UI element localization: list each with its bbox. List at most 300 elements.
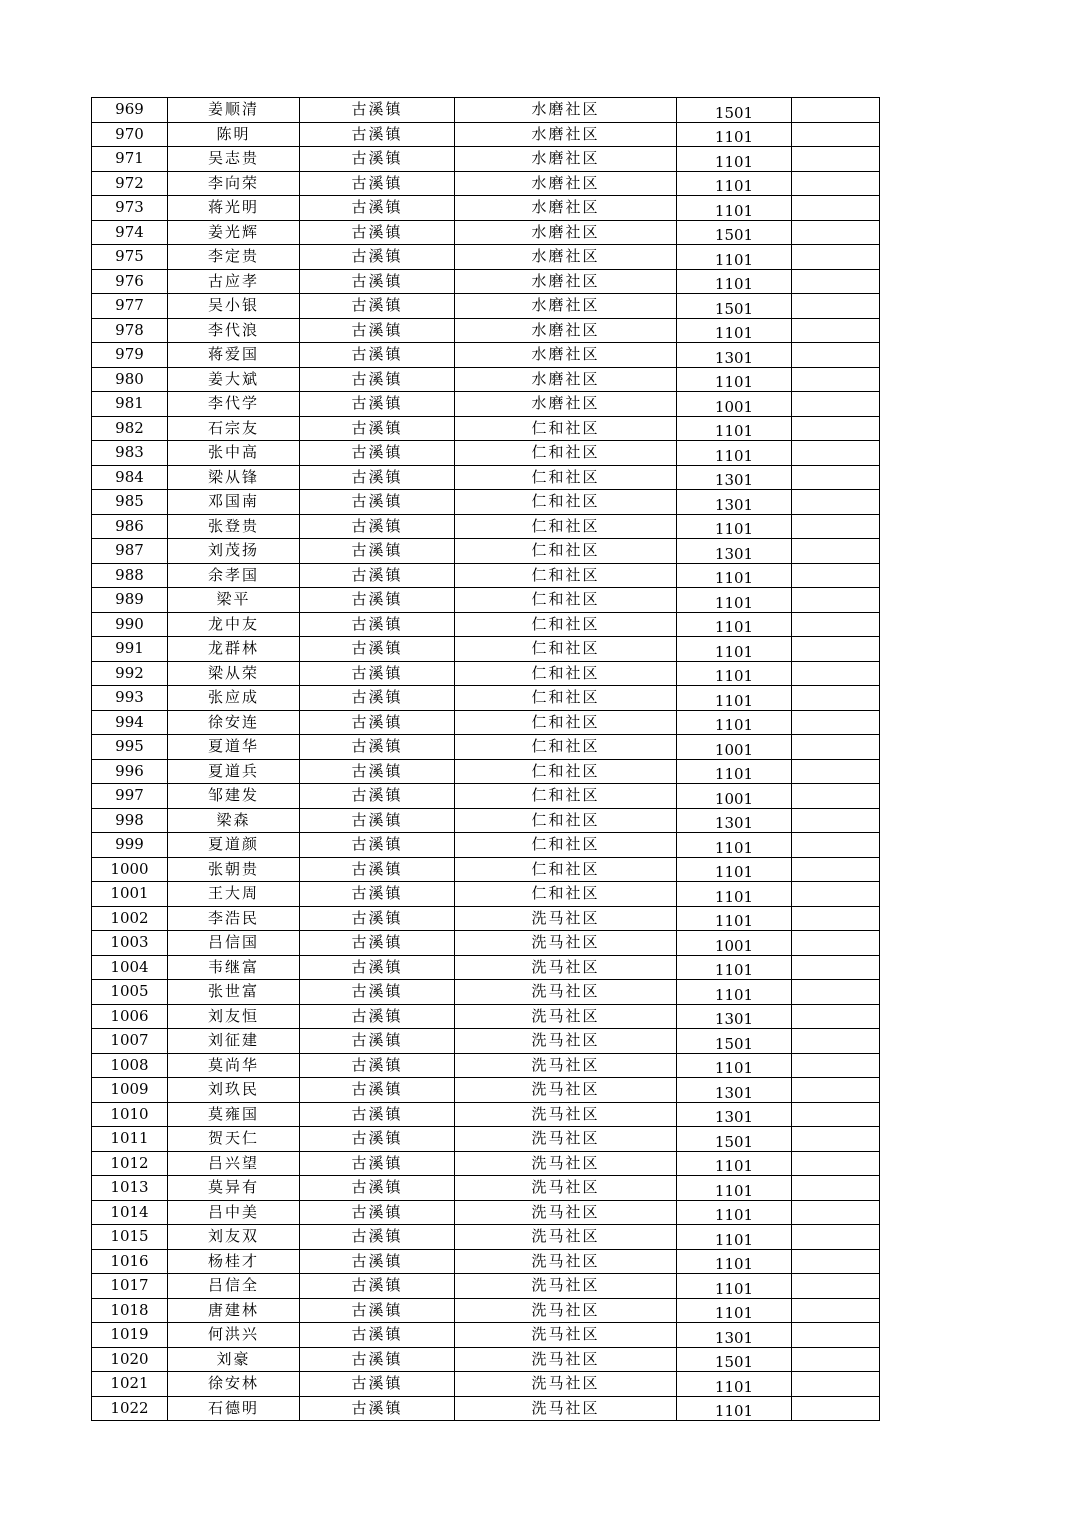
code-cell: 1001 [677, 735, 792, 760]
table-row [92, 931, 880, 956]
person-name-cell: 蒋爱国 [168, 343, 300, 368]
remark-cell [792, 1225, 880, 1250]
remark-cell [792, 1249, 880, 1274]
serial-number-cell: 986 [92, 514, 168, 539]
town-cell: 古溪镇 [300, 955, 455, 980]
table-row [92, 563, 880, 588]
table-row [92, 980, 880, 1005]
serial-number-cell: 1022 [92, 1396, 168, 1421]
remark-cell [792, 1053, 880, 1078]
town-cell: 古溪镇 [300, 490, 455, 515]
remark-cell [792, 1298, 880, 1323]
town-cell: 古溪镇 [300, 196, 455, 221]
serial-number-cell: 993 [92, 686, 168, 711]
serial-number-cell: 1018 [92, 1298, 168, 1323]
community-cell: 水磨社区 [455, 343, 677, 368]
town-cell: 古溪镇 [300, 269, 455, 294]
code-cell: 1101 [677, 833, 792, 858]
serial-number-cell: 969 [92, 98, 168, 123]
community-cell: 洗马社区 [455, 1078, 677, 1103]
table-row [92, 759, 880, 784]
community-cell: 仁和社区 [455, 612, 677, 637]
town-cell: 古溪镇 [300, 1347, 455, 1372]
person-name-cell: 刘茂扬 [168, 539, 300, 564]
community-cell: 仁和社区 [455, 710, 677, 735]
table-row [92, 906, 880, 931]
serial-number-cell: 981 [92, 392, 168, 417]
table-row [92, 637, 880, 662]
code-cell: 1301 [677, 1004, 792, 1029]
person-name-cell: 杨桂才 [168, 1249, 300, 1274]
serial-number-cell: 998 [92, 808, 168, 833]
table-row [92, 1347, 880, 1372]
serial-number-cell: 1001 [92, 882, 168, 907]
code-cell: 1101 [677, 759, 792, 784]
town-cell: 古溪镇 [300, 539, 455, 564]
remark-cell [792, 1029, 880, 1054]
community-cell: 洗马社区 [455, 1274, 677, 1299]
table-row [92, 220, 880, 245]
remark-cell [792, 955, 880, 980]
town-cell: 古溪镇 [300, 1053, 455, 1078]
serial-number-cell: 1002 [92, 906, 168, 931]
table-row [92, 490, 880, 515]
town-cell: 古溪镇 [300, 367, 455, 392]
remark-cell [792, 588, 880, 613]
community-cell: 仁和社区 [455, 759, 677, 784]
remark-cell [792, 294, 880, 319]
person-name-cell: 姜顺清 [168, 98, 300, 123]
community-cell: 水磨社区 [455, 269, 677, 294]
person-name-cell: 夏道兵 [168, 759, 300, 784]
code-cell: 1101 [677, 686, 792, 711]
table-row [92, 269, 880, 294]
town-cell: 古溪镇 [300, 98, 455, 123]
community-cell: 洗马社区 [455, 1298, 677, 1323]
remark-cell [792, 735, 880, 760]
person-name-cell: 李向荣 [168, 171, 300, 196]
community-cell: 仁和社区 [455, 514, 677, 539]
table-row [92, 1274, 880, 1299]
remark-cell [792, 171, 880, 196]
person-name-cell: 贺天仁 [168, 1127, 300, 1152]
table-row [92, 1004, 880, 1029]
person-name-cell: 刘友恒 [168, 1004, 300, 1029]
table-row [92, 539, 880, 564]
community-cell: 洗马社区 [455, 980, 677, 1005]
table-row [92, 808, 880, 833]
community-cell: 仁和社区 [455, 539, 677, 564]
person-name-cell: 梁从荣 [168, 661, 300, 686]
person-name-cell: 李代浪 [168, 318, 300, 343]
table-row [92, 171, 880, 196]
community-cell: 仁和社区 [455, 465, 677, 490]
serial-number-cell: 970 [92, 122, 168, 147]
serial-number-cell: 1006 [92, 1004, 168, 1029]
serial-number-cell: 1012 [92, 1151, 168, 1176]
community-cell: 洗马社区 [455, 1102, 677, 1127]
town-cell: 古溪镇 [300, 612, 455, 637]
town-cell: 古溪镇 [300, 1102, 455, 1127]
table-row [92, 612, 880, 637]
remark-cell [792, 980, 880, 1005]
community-cell: 仁和社区 [455, 833, 677, 858]
town-cell: 古溪镇 [300, 588, 455, 613]
community-cell: 仁和社区 [455, 637, 677, 662]
community-cell: 洗马社区 [455, 1004, 677, 1029]
town-cell: 古溪镇 [300, 245, 455, 270]
person-name-cell: 夏道华 [168, 735, 300, 760]
code-cell: 1101 [677, 980, 792, 1005]
town-cell: 古溪镇 [300, 1274, 455, 1299]
serial-number-cell: 984 [92, 465, 168, 490]
town-cell: 古溪镇 [300, 931, 455, 956]
town-cell: 古溪镇 [300, 563, 455, 588]
code-cell: 1101 [677, 612, 792, 637]
person-name-cell: 徐安连 [168, 710, 300, 735]
town-cell: 古溪镇 [300, 294, 455, 319]
person-name-cell: 龙群林 [168, 637, 300, 662]
town-cell: 古溪镇 [300, 833, 455, 858]
remark-cell [792, 539, 880, 564]
serial-number-cell: 1020 [92, 1347, 168, 1372]
code-cell: 1101 [677, 661, 792, 686]
remark-cell [792, 1151, 880, 1176]
town-cell: 古溪镇 [300, 784, 455, 809]
serial-number-cell: 985 [92, 490, 168, 515]
remark-cell [792, 220, 880, 245]
town-cell: 古溪镇 [300, 1151, 455, 1176]
code-cell: 1101 [677, 1274, 792, 1299]
table-row [92, 441, 880, 466]
table-row [92, 1200, 880, 1225]
code-cell: 1101 [677, 147, 792, 172]
remark-cell [792, 147, 880, 172]
table-row [92, 392, 880, 417]
town-cell: 古溪镇 [300, 220, 455, 245]
remark-cell [792, 808, 880, 833]
code-cell: 1101 [677, 1372, 792, 1397]
town-cell: 古溪镇 [300, 980, 455, 1005]
town-cell: 古溪镇 [300, 343, 455, 368]
serial-number-cell: 1015 [92, 1225, 168, 1250]
table-row [92, 710, 880, 735]
person-name-cell: 徐安林 [168, 1372, 300, 1397]
serial-number-cell: 971 [92, 147, 168, 172]
remark-cell [792, 882, 880, 907]
town-cell: 古溪镇 [300, 392, 455, 417]
table-row [92, 588, 880, 613]
serial-number-cell: 1017 [92, 1274, 168, 1299]
remark-cell [792, 637, 880, 662]
person-name-cell: 刘征建 [168, 1029, 300, 1054]
community-cell: 洗马社区 [455, 1396, 677, 1421]
town-cell: 古溪镇 [300, 1004, 455, 1029]
table-row [92, 465, 880, 490]
remark-cell [792, 710, 880, 735]
person-name-cell: 王大周 [168, 882, 300, 907]
person-name-cell: 石宗友 [168, 416, 300, 441]
person-name-cell: 吕信国 [168, 931, 300, 956]
code-cell: 1101 [677, 710, 792, 735]
table-row [92, 1323, 880, 1348]
code-cell: 1101 [677, 882, 792, 907]
serial-number-cell: 980 [92, 367, 168, 392]
town-cell: 古溪镇 [300, 1396, 455, 1421]
remark-cell [792, 1102, 880, 1127]
serial-number-cell: 1010 [92, 1102, 168, 1127]
remark-cell [792, 269, 880, 294]
serial-number-cell: 1013 [92, 1176, 168, 1201]
person-name-cell: 梁平 [168, 588, 300, 613]
code-cell: 1101 [677, 1053, 792, 1078]
person-name-cell: 何洪兴 [168, 1323, 300, 1348]
code-cell: 1101 [677, 171, 792, 196]
serial-number-cell: 982 [92, 416, 168, 441]
serial-number-cell: 989 [92, 588, 168, 613]
code-cell: 1101 [677, 1225, 792, 1250]
table-row [92, 416, 880, 441]
table-row [92, 1151, 880, 1176]
town-cell: 古溪镇 [300, 1372, 455, 1397]
remark-cell [792, 686, 880, 711]
serial-number-cell: 987 [92, 539, 168, 564]
remark-cell [792, 490, 880, 515]
person-name-cell: 张应成 [168, 686, 300, 711]
remark-cell [792, 318, 880, 343]
code-cell: 1501 [677, 1127, 792, 1152]
person-name-cell: 石德明 [168, 1396, 300, 1421]
serial-number-cell: 990 [92, 612, 168, 637]
serial-number-cell: 974 [92, 220, 168, 245]
person-name-cell: 吴小银 [168, 294, 300, 319]
serial-number-cell: 999 [92, 833, 168, 858]
code-cell: 1101 [677, 245, 792, 270]
table-row [92, 1102, 880, 1127]
town-cell: 古溪镇 [300, 759, 455, 784]
serial-number-cell: 973 [92, 196, 168, 221]
community-cell: 洗马社区 [455, 1200, 677, 1225]
code-cell: 1101 [677, 1151, 792, 1176]
remark-cell [792, 416, 880, 441]
person-name-cell: 陈明 [168, 122, 300, 147]
town-cell: 古溪镇 [300, 1298, 455, 1323]
community-cell: 洗马社区 [455, 1053, 677, 1078]
community-cell: 仁和社区 [455, 563, 677, 588]
serial-number-cell: 1009 [92, 1078, 168, 1103]
code-cell: 1101 [677, 1249, 792, 1274]
table-row [92, 343, 880, 368]
table-row [92, 294, 880, 319]
remark-cell [792, 1200, 880, 1225]
remark-cell [792, 122, 880, 147]
person-name-cell: 韦继富 [168, 955, 300, 980]
serial-number-cell: 978 [92, 318, 168, 343]
code-cell: 1101 [677, 269, 792, 294]
community-cell: 水磨社区 [455, 392, 677, 417]
community-cell: 水磨社区 [455, 318, 677, 343]
community-cell: 洗马社区 [455, 1029, 677, 1054]
serial-number-cell: 976 [92, 269, 168, 294]
table-row [92, 857, 880, 882]
serial-number-cell: 1008 [92, 1053, 168, 1078]
community-cell: 洗马社区 [455, 1347, 677, 1372]
table-row [92, 367, 880, 392]
records-table-body [92, 98, 880, 1421]
community-cell: 洗马社区 [455, 906, 677, 931]
remark-cell [792, 1004, 880, 1029]
person-name-cell: 李浩民 [168, 906, 300, 931]
remark-cell [792, 833, 880, 858]
code-cell: 1101 [677, 857, 792, 882]
town-cell: 古溪镇 [300, 318, 455, 343]
serial-number-cell: 995 [92, 735, 168, 760]
code-cell: 1101 [677, 122, 792, 147]
person-name-cell: 张朝贵 [168, 857, 300, 882]
town-cell: 古溪镇 [300, 1200, 455, 1225]
remark-cell [792, 931, 880, 956]
community-cell: 水磨社区 [455, 220, 677, 245]
serial-number-cell: 1003 [92, 931, 168, 956]
code-cell: 1101 [677, 1176, 792, 1201]
code-cell: 1301 [677, 1078, 792, 1103]
person-name-cell: 邓国南 [168, 490, 300, 515]
code-cell: 1501 [677, 1347, 792, 1372]
remark-cell [792, 465, 880, 490]
person-name-cell: 吴志贵 [168, 147, 300, 172]
table-row [92, 147, 880, 172]
community-cell: 水磨社区 [455, 98, 677, 123]
community-cell: 仁和社区 [455, 661, 677, 686]
table-row [92, 833, 880, 858]
community-cell: 洗马社区 [455, 1151, 677, 1176]
table-row [92, 784, 880, 809]
code-cell: 1501 [677, 98, 792, 123]
code-cell: 1001 [677, 931, 792, 956]
community-cell: 仁和社区 [455, 784, 677, 809]
table-row [92, 245, 880, 270]
code-cell: 1501 [677, 1029, 792, 1054]
community-cell: 洗马社区 [455, 1323, 677, 1348]
town-cell: 古溪镇 [300, 147, 455, 172]
person-name-cell: 唐建林 [168, 1298, 300, 1323]
community-cell: 洗马社区 [455, 1225, 677, 1250]
community-cell: 水磨社区 [455, 147, 677, 172]
table-row [92, 1298, 880, 1323]
person-name-cell: 刘友双 [168, 1225, 300, 1250]
remark-cell [792, 1176, 880, 1201]
person-name-cell: 古应孝 [168, 269, 300, 294]
town-cell: 古溪镇 [300, 171, 455, 196]
table-row [92, 1078, 880, 1103]
person-name-cell: 梁从锋 [168, 465, 300, 490]
table-row [92, 735, 880, 760]
community-cell: 仁和社区 [455, 857, 677, 882]
remark-cell [792, 759, 880, 784]
code-cell: 1301 [677, 465, 792, 490]
serial-number-cell: 1000 [92, 857, 168, 882]
code-cell: 1101 [677, 1298, 792, 1323]
person-name-cell: 张世富 [168, 980, 300, 1005]
town-cell: 古溪镇 [300, 1029, 455, 1054]
community-cell: 水磨社区 [455, 367, 677, 392]
community-cell: 仁和社区 [455, 686, 677, 711]
community-cell: 洗马社区 [455, 931, 677, 956]
remark-cell [792, 367, 880, 392]
serial-number-cell: 1004 [92, 955, 168, 980]
person-name-cell: 蒋光明 [168, 196, 300, 221]
town-cell: 古溪镇 [300, 906, 455, 931]
code-cell: 1301 [677, 808, 792, 833]
records-table [91, 97, 880, 1421]
remark-cell [792, 857, 880, 882]
community-cell: 仁和社区 [455, 490, 677, 515]
table-row [92, 661, 880, 686]
serial-number-cell: 1021 [92, 1372, 168, 1397]
code-cell: 1001 [677, 784, 792, 809]
town-cell: 古溪镇 [300, 735, 455, 760]
town-cell: 古溪镇 [300, 441, 455, 466]
serial-number-cell: 997 [92, 784, 168, 809]
remark-cell [792, 612, 880, 637]
remark-cell [792, 906, 880, 931]
person-name-cell: 刘豪 [168, 1347, 300, 1372]
town-cell: 古溪镇 [300, 1127, 455, 1152]
code-cell: 1001 [677, 392, 792, 417]
community-cell: 仁和社区 [455, 808, 677, 833]
code-cell: 1501 [677, 294, 792, 319]
person-name-cell: 龙中友 [168, 612, 300, 637]
remark-cell [792, 784, 880, 809]
community-cell: 仁和社区 [455, 588, 677, 613]
remark-cell [792, 196, 880, 221]
community-cell: 仁和社区 [455, 882, 677, 907]
town-cell: 古溪镇 [300, 1225, 455, 1250]
serial-number-cell: 1014 [92, 1200, 168, 1225]
person-name-cell: 刘玖民 [168, 1078, 300, 1103]
remark-cell [792, 1274, 880, 1299]
community-cell: 洗马社区 [455, 955, 677, 980]
code-cell: 1101 [677, 1200, 792, 1225]
remark-cell [792, 514, 880, 539]
person-name-cell: 吕信全 [168, 1274, 300, 1299]
town-cell: 古溪镇 [300, 661, 455, 686]
person-name-cell: 姜大斌 [168, 367, 300, 392]
town-cell: 古溪镇 [300, 1078, 455, 1103]
code-cell: 1101 [677, 318, 792, 343]
serial-number-cell: 972 [92, 171, 168, 196]
remark-cell [792, 98, 880, 123]
serial-number-cell: 975 [92, 245, 168, 270]
remark-cell [792, 441, 880, 466]
person-name-cell: 莫雍国 [168, 1102, 300, 1127]
community-cell: 洗马社区 [455, 1127, 677, 1152]
table-row [92, 318, 880, 343]
serial-number-cell: 1019 [92, 1323, 168, 1348]
community-cell: 洗马社区 [455, 1372, 677, 1397]
person-name-cell: 夏道颜 [168, 833, 300, 858]
community-cell: 水磨社区 [455, 171, 677, 196]
town-cell: 古溪镇 [300, 857, 455, 882]
code-cell: 1101 [677, 588, 792, 613]
town-cell: 古溪镇 [300, 710, 455, 735]
person-name-cell: 邹建发 [168, 784, 300, 809]
person-name-cell: 吕中美 [168, 1200, 300, 1225]
table-row [92, 122, 880, 147]
table-row [92, 1176, 880, 1201]
community-cell: 水磨社区 [455, 122, 677, 147]
remark-cell [792, 1323, 880, 1348]
